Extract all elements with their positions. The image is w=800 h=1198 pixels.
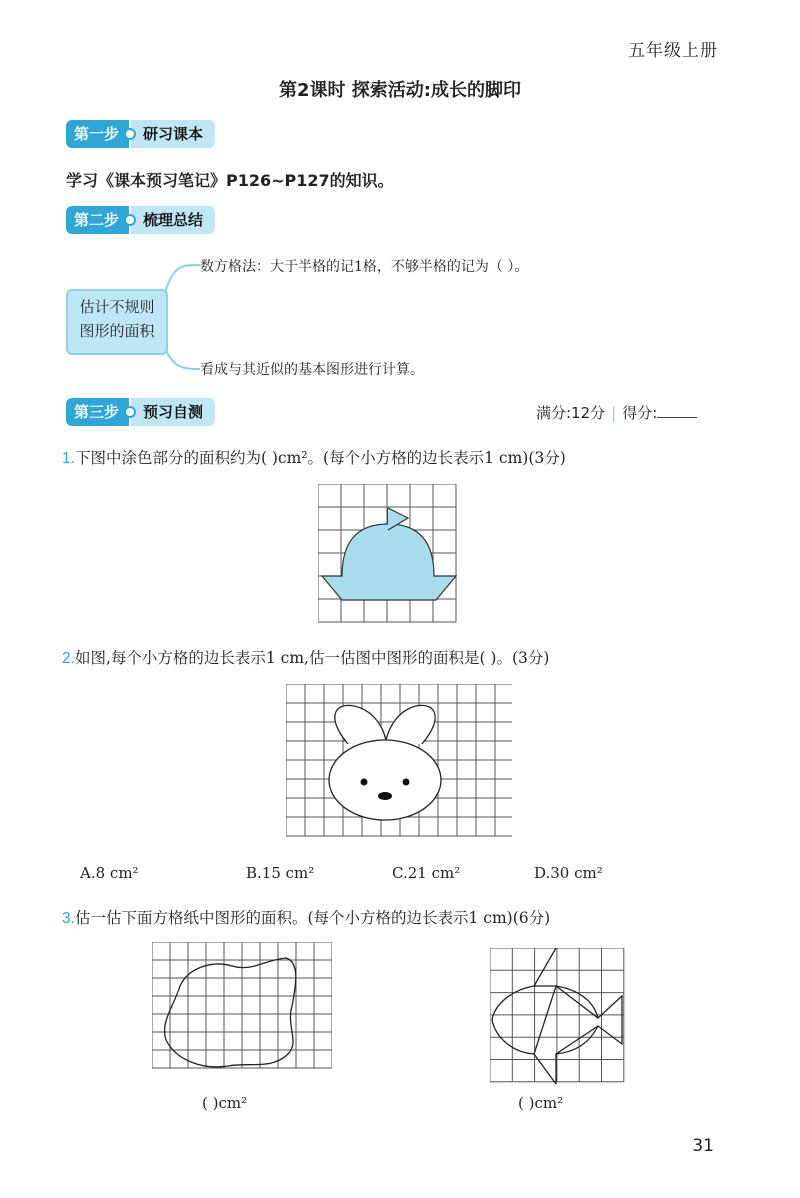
page-number: 31 <box>692 1136 714 1156</box>
question-2-text: 如图,每个小方格的边长表示1 cm,估一估图中图形的面积是( )。(3分) <box>74 649 550 667</box>
question-2-number: 2. <box>62 650 75 667</box>
grade-label: 五年级上册 <box>628 41 718 61</box>
q3-right-answer[interactable]: ( )cm² <box>518 1094 564 1112</box>
question-3-text: 估一估下面方格纸中图形的面积。(每个小方格的边长表示1 cm)(6分) <box>74 909 551 927</box>
step-one-banner <box>66 120 215 148</box>
step-three-name: 预习自测 <box>131 398 215 426</box>
q3-left-answer[interactable]: ( )cm² <box>202 1094 248 1112</box>
score-blank[interactable] <box>657 403 697 418</box>
mindmap-branch-count-squares: 数方格法：大于半格的记1格，不够半格的记为（ ）。 <box>200 259 529 275</box>
mindmap-center-line2: 图形的面积 <box>79 322 155 340</box>
step-dot-icon <box>124 128 136 140</box>
mindmap-branch-approximate: 看成与其近似的基本图形进行计算。 <box>200 362 424 378</box>
question-3 <box>62 906 550 928</box>
step-three-tag: 第三步 <box>66 398 129 426</box>
step-one-tag: 第一步 <box>66 120 129 148</box>
got-score-label: 得分: <box>622 404 658 422</box>
option-c[interactable]: C.21 cm² <box>392 864 461 882</box>
step-two-banner <box>66 206 215 234</box>
step-one-name: 研习课本 <box>131 120 215 148</box>
step-dot-icon <box>124 214 136 226</box>
q1-grid-figure <box>318 484 462 624</box>
option-b[interactable]: B.15 cm² <box>246 864 315 882</box>
question-2 <box>62 646 549 668</box>
question-1-number: 1. <box>62 450 75 467</box>
lesson-title: 第2课时 探索活动:成长的脚印 <box>279 80 521 101</box>
mindmap-center <box>66 289 168 355</box>
full-score: 满分:12分 <box>536 404 606 422</box>
option-a[interactable]: A.8 cm² <box>80 864 139 882</box>
step-two-tag: 第二步 <box>66 206 129 234</box>
question-1-text: 下图中涂色部分的面积约为( )cm²。(每个小方格的边长表示1 cm)(3分) <box>74 449 566 467</box>
step-three-banner <box>66 398 215 426</box>
score-box: 满分:12分 | 得分: <box>536 402 697 423</box>
step-two-name: 梳理总结 <box>131 206 215 234</box>
q2-grid-figure <box>286 684 512 844</box>
step-dot-icon <box>124 406 136 418</box>
question-3-number: 3. <box>62 910 75 927</box>
option-d[interactable]: D.30 cm² <box>534 864 603 882</box>
mindmap-center-line1: 估计不规则 <box>79 298 155 316</box>
question-1 <box>62 446 566 468</box>
study-instruction: 学习《课本预习笔记》P126~P127的知识。 <box>66 171 394 190</box>
q3-left-grid-figure <box>152 942 332 1082</box>
q3-right-grid-figure <box>490 948 626 1084</box>
